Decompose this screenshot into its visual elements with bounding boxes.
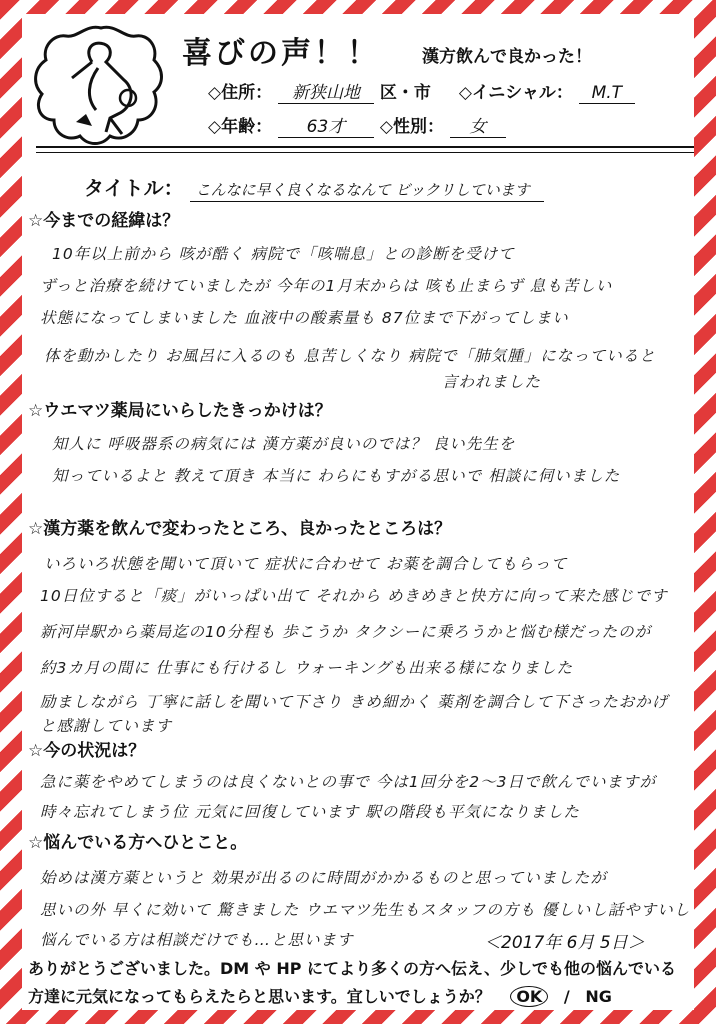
page-subtitle: 漢方飲んで良かった！ [422,47,592,67]
section-effects-line: 新河岸駅から薬局迄の10分程も 歩こうか タクシーに乗ろうかと悩む様だったのが [40,623,652,641]
address-value: 新狭山地 [278,78,374,104]
section-effects-heading: ☆漢方薬を飲んで変わったところ、良かったところは？ [28,519,452,539]
address-row [208,78,635,104]
section-message-line: 悩んでいる方は相談だけでも…と思います [40,931,354,949]
title-value: こんなに早く良くなるなんて ビックリしています [190,179,544,202]
section-reason-line: 知っているよと 教えて頂き 本当に わらにもすがる思いで 相談に伺いました [52,467,621,485]
section-history-line: ずっと治療を続けていましたが 今年の1月末からは 咳も止まらず 息も苦しい [40,277,613,295]
stork-logo-icon [32,22,170,152]
date-stamp: ＜2017年 6月 5日＞ [484,933,645,953]
consent-question: 方達に元気になってもらえたらと思います。宜しいでしょうか？ [28,987,491,1006]
section-current-heading: ☆今の状況は？ [28,741,146,761]
ng-option: NG [585,987,612,1006]
age-label: ◇年齢： [208,117,273,137]
consent-text-line2 [28,984,612,1007]
section-history-line: 言われました [442,373,542,391]
section-history-line: 体を動かしたり お風呂に入るのも 息苦しくなり 病院で「肺気腫」になっていると [44,347,656,365]
page-title: 喜びの声！！ [182,36,380,71]
section-current-line: 時々忘れてしまう位 元気に回復しています 駅の階段も平気になりました [40,803,580,821]
gender-value: 女 [450,112,506,138]
section-message-heading: ☆悩んでいる方へひとこと。 [28,833,248,853]
age-gender-row [208,112,506,138]
section-reason-heading: ☆ウエマツ薬局にいらしたきっかけは？ [28,401,332,421]
section-message-line: 始めは漢方薬というと 効果が出るのに時間がかかるものと思っていましたが [40,869,607,887]
initial-label: ◇イニシャル： [458,83,573,103]
title-label: タイトル： [84,176,184,200]
age-value: 63才 [278,112,374,138]
section-reason-line: 知人に 呼吸器系の病気には 漢方薬が良いのでは？ 良い先生を [52,435,516,453]
address-suffix: 区・市 [379,83,431,103]
section-effects-line: 励ましながら 丁寧に話しを聞いて下さり きめ細かく 薬剤を調合して下さったおかげ [40,693,669,711]
initial-value: M.T [579,83,635,104]
section-history-line: 10年以上前から 咳が酷く 病院で「咳喘息」との診断を受けて [52,245,515,263]
testimonial-sheet [22,14,694,1010]
ok-option: OK [510,986,548,1007]
consent-text-line1: ありがとうございました。DM や HP にてより多くの方へ伝え、少しでも他の悩んでいる [28,959,676,978]
header-divider [36,146,694,153]
section-message-line: 思いの外 早くに効いて 驚きました ウエマツ先生もスタッフの方も 優しいし話やすいし [40,901,691,919]
section-history-line: 状態になってしまいました 血液中の酸素量も 87位まで下がってしまい [40,309,569,327]
section-effects-line: 10日位すると「痰」がいっぱい出て それから めきめきと快方に向って来た感じです [40,587,668,605]
section-history-heading: ☆今までの経緯は？ [28,211,180,231]
gender-label: ◇性別： [379,117,444,137]
testimonial-title-row [84,172,544,202]
section-current-line: 急に薬をやめてしまうのは良くないとの事で 今は1回分を2〜3日で飲んでいますが [40,773,657,791]
section-effects-line: と感謝しています [40,717,173,735]
address-label: ◇住所： [208,83,273,103]
option-separator: / [563,987,570,1006]
section-effects-line: 約3カ月の間に 仕事にも行けるし ウォーキングも出来る様になりました [40,659,574,677]
section-effects-line: いろいろ状態を聞いて頂いて 症状に合わせて お薬を調合してもらって [44,555,568,573]
